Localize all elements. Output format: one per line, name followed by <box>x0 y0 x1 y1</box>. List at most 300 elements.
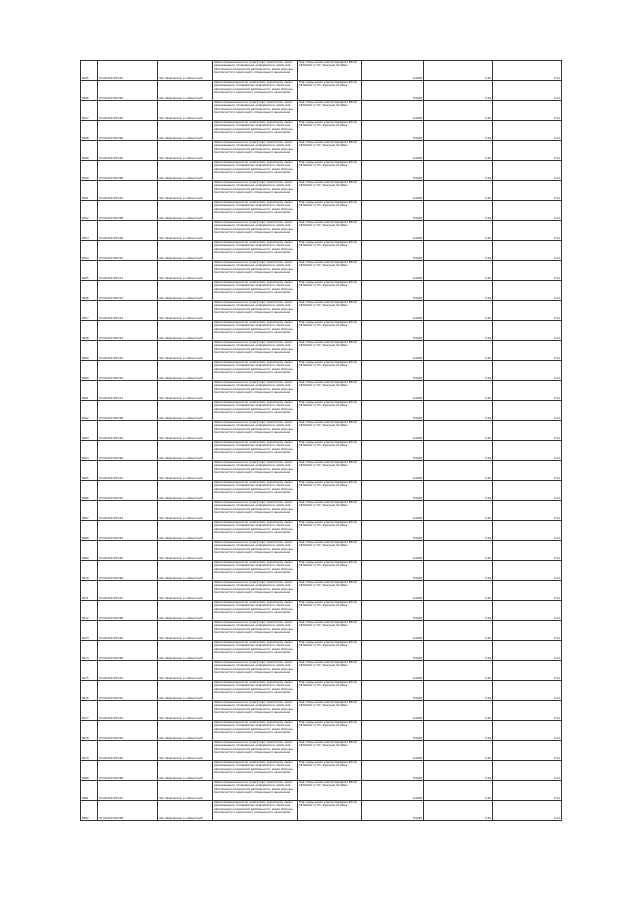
land-category-cell: Земли промышленности, энергетики, транспорта, связи, радиовещания, телевидения, информатики, земли для обеспечения космической деятельности, земли обороны, безопасности и земли иного специального назначения <box>213 441 298 461</box>
share-cell: 0,10 <box>424 561 493 581</box>
address-cell: обл. Ивановская, р-н Вичугский <box>158 761 213 781</box>
area-cell: 0,0004 <box>362 521 424 541</box>
cadastral-number-cell: 37:02:010729:505 <box>98 141 158 161</box>
land-category-cell: Земли промышленности, энергетики, транспорта, связи, радиовещания, телевидения, информатики, земли для обеспечения космической деятельности, земли обороны, безопасности и земли иного специального назначения <box>213 741 298 761</box>
share-cell: 0,10 <box>424 221 493 241</box>
cadastral-number-cell: 37:02:010729:512 <box>98 281 158 301</box>
area-cell: 0,0004 <box>362 761 424 781</box>
cadastral-number-cell: 37:02:010729:520 <box>98 441 158 461</box>
table-row <box>81 381 562 401</box>
permitted-use-cell: Под опоры линии электропередачи ВЛ-10 кВ №1002 от ПС "Красный Октябрь" <box>298 401 362 421</box>
land-category-cell: Земли промышленности, энергетики, транспорта, связи, радиовещания, телевидения, информатики, земли для обеспечения космической деятельности, земли обороны, безопасности и земли иного специального назначения <box>213 361 298 381</box>
row-number-cell: 6053 <box>81 221 98 241</box>
land-category-cell: Земли промышленности, энергетики, транспорта, связи, радиовещания, телевидения, информатики, земли для обеспечения космической деятельности, земли обороны, безопасности и земли иного специального назначения <box>213 601 298 621</box>
cadastral-number-cell: 37:02:010729:515 <box>98 341 158 361</box>
address-cell: обл. Ивановская, р-н Вичугский <box>158 641 213 661</box>
address-cell: обл. Ивановская, р-н Вичугский <box>158 441 213 461</box>
table-row <box>81 681 562 701</box>
permitted-use-cell: Под опоры линии электропередачи ВЛ-10 кВ №1002 от ПС "Красный Октябрь" <box>298 681 362 701</box>
share-cell: 0,10 <box>424 201 493 221</box>
land-category-cell: Земли промышленности, энергетики, транспорта, связи, радиовещания, телевидения, информатики, земли для обеспечения космической деятельности, земли обороны, безопасности и земли иного специального назначения <box>213 221 298 241</box>
share-cell: 0,10 <box>424 141 493 161</box>
permitted-use-cell: Под опоры линии электропередачи ВЛ-10 кВ №1002 от ПС "Красный Октябрь" <box>298 621 362 641</box>
row-number-cell: 6051 <box>81 181 98 201</box>
value-cell: 0,11 <box>493 101 562 121</box>
table-row <box>81 161 562 181</box>
table-row <box>81 761 562 781</box>
value-cell: 0,11 <box>493 321 562 341</box>
row-number-cell: 6050 <box>81 161 98 181</box>
land-category-cell: Земли промышленности, энергетики, транспорта, связи, радиовещания, телевидения, информатики, земли для обеспечения космической деятельности, земли обороны, безопасности и земли иного специального назначения <box>213 781 298 801</box>
area-cell: 0,0004 <box>362 421 424 441</box>
address-cell: обл. Ивановская, р-н Вичугский <box>158 301 213 321</box>
value-cell: 0,11 <box>493 61 562 81</box>
permitted-use-cell: Под опоры линии электропередачи ВЛ-10 кВ №1002 от ПС "Красный Октябрь" <box>298 581 362 601</box>
area-cell: 0,0004 <box>362 581 424 601</box>
cadastral-number-cell: 37:02:010729:525 <box>98 541 158 561</box>
cadastral-number-cell: 37:02:010729:517 <box>98 381 158 401</box>
value-cell: 0,11 <box>493 561 562 581</box>
value-cell: 0,11 <box>493 161 562 181</box>
row-number-cell: 6069 <box>81 541 98 561</box>
share-cell: 0,10 <box>424 101 493 121</box>
value-cell: 0,11 <box>493 81 562 101</box>
table-row <box>81 521 562 541</box>
value-cell: 0,11 <box>493 601 562 621</box>
cadastral-number-cell: 37:02:010729:536 <box>98 761 158 781</box>
share-cell: 0,10 <box>424 81 493 101</box>
address-cell: обл. Ивановская, р-н Вичугский <box>158 281 213 301</box>
share-cell: 0,10 <box>424 421 493 441</box>
share-cell: 0,10 <box>424 761 493 781</box>
value-cell: 0,11 <box>493 201 562 221</box>
value-cell: 0,11 <box>493 261 562 281</box>
area-cell: 0,0004 <box>362 641 424 661</box>
land-category-cell: Земли промышленности, энергетики, транспорта, связи, радиовещания, телевидения, информатики, земли для обеспечения космической деятельности, земли обороны, безопасности и земли иного специального назначения <box>213 461 298 481</box>
permitted-use-cell: Под опоры линии электропередачи ВЛ-10 кВ №1002 от ПС "Красный Октябрь" <box>298 261 362 281</box>
cadastral-number-cell: 37:02:010729:503 <box>98 101 158 121</box>
row-number-cell: 6046 <box>81 81 98 101</box>
table-row <box>81 181 562 201</box>
permitted-use-cell: Под опоры линии электропередачи ВЛ-10 кВ №1002 от ПС "Красный Октябрь" <box>298 221 362 241</box>
area-cell: 0,0004 <box>362 241 424 261</box>
table-row <box>81 221 562 241</box>
value-cell: 0,11 <box>493 461 562 481</box>
address-cell: обл. Ивановская, р-н Вичугский <box>158 621 213 641</box>
cadastral-number-cell: 37:02:010729:501 <box>98 61 158 81</box>
table-row <box>81 661 562 681</box>
land-category-cell: Земли промышленности, энергетики, транспорта, связи, радиовещания, телевидения, информатики, земли для обеспечения космической деятельности, земли обороны, безопасности и земли иного специального назначения <box>213 521 298 541</box>
land-category-cell: Земли промышленности, энергетики, транспорта, связи, радиовещания, телевидения, информатики, земли для обеспечения космической деятельности, земли обороны, безопасности и земли иного специального назначения <box>213 681 298 701</box>
table-row <box>81 721 562 741</box>
value-cell: 0,11 <box>493 541 562 561</box>
address-cell: обл. Ивановская, р-н Вичугский <box>158 201 213 221</box>
share-cell: 0,10 <box>424 441 493 461</box>
address-cell: обл. Ивановская, р-н Вичугский <box>158 321 213 341</box>
row-number-cell: 6081 <box>81 781 98 801</box>
area-cell: 0,0004 <box>362 301 424 321</box>
permitted-use-cell: Под опоры линии электропередачи ВЛ-10 кВ №1002 от ПС "Красный Октябрь" <box>298 361 362 381</box>
address-cell: обл. Ивановская, р-н Вичугский <box>158 781 213 801</box>
land-category-cell: Земли промышленности, энергетики, транспорта, связи, радиовещания, телевидения, информатики, земли для обеспечения космической деятельности, земли обороны, безопасности и земли иного специального назначения <box>213 581 298 601</box>
area-cell: 0,0004 <box>362 201 424 221</box>
land-category-cell: Земли промышленности, энергетики, транспорта, связи, радиовещания, телевидения, информатики, земли для обеспечения космической деятельности, земли обороны, безопасности и земли иного специального назначения <box>213 561 298 581</box>
cadastral-number-cell: 37:02:010729:523 <box>98 501 158 521</box>
land-category-cell: Земли промышленности, энергетики, транспорта, связи, радиовещания, телевидения, информатики, земли для обеспечения космической деятельности, земли обороны, безопасности и земли иного специального назначения <box>213 701 298 721</box>
address-cell: обл. Ивановская, р-н Вичугский <box>158 601 213 621</box>
address-cell: обл. Ивановская, р-н Вичугский <box>158 741 213 761</box>
permitted-use-cell: Под опоры линии электропередачи ВЛ-10 кВ №1002 от ПС "Красный Октябрь" <box>298 741 362 761</box>
cadastral-number-cell: 37:02:010729:521 <box>98 461 158 481</box>
row-number-cell: 6063 <box>81 421 98 441</box>
address-cell: обл. Ивановская, р-н Вичугский <box>158 521 213 541</box>
permitted-use-cell: Под опоры линии электропередачи ВЛ-10 кВ №1002 от ПС "Красный Октябрь" <box>298 461 362 481</box>
permitted-use-cell: Под опоры линии электропередачи ВЛ-10 кВ №1002 от ПС "Красный Октябрь" <box>298 321 362 341</box>
address-cell: обл. Ивановская, р-н Вичугский <box>158 381 213 401</box>
value-cell: 0,11 <box>493 801 562 821</box>
address-cell: обл. Ивановская, р-н Вичугский <box>158 581 213 601</box>
cadastral-number-cell: 37:02:010729:506 <box>98 161 158 181</box>
row-number-cell: 6082 <box>81 801 98 821</box>
table-row <box>81 321 562 341</box>
cadastral-number-cell: 37:02:010729:527 <box>98 581 158 601</box>
share-cell: 0,10 <box>424 261 493 281</box>
permitted-use-cell: Под опоры линии электропередачи ВЛ-10 кВ №1002 от ПС "Красный Октябрь" <box>298 241 362 261</box>
address-cell: обл. Ивановская, р-н Вичугский <box>158 221 213 241</box>
address-cell: обл. Ивановская, р-н Вичугский <box>158 121 213 141</box>
row-number-cell: 6071 <box>81 581 98 601</box>
cadastral-number-cell: 37:02:010729:532 <box>98 681 158 701</box>
address-cell: обл. Ивановская, р-н Вичугский <box>158 401 213 421</box>
address-cell: обл. Ивановская, р-н Вичугский <box>158 261 213 281</box>
area-cell: 0,0004 <box>362 281 424 301</box>
value-cell: 0,11 <box>493 501 562 521</box>
share-cell: 0,10 <box>424 301 493 321</box>
share-cell: 0,10 <box>424 601 493 621</box>
row-number-cell: 6068 <box>81 521 98 541</box>
permitted-use-cell: Под опоры линии электропередачи ВЛ-10 кВ №1002 от ПС "Красный Октябрь" <box>298 61 362 81</box>
area-cell: 0,0004 <box>362 541 424 561</box>
area-cell: 0,0004 <box>362 261 424 281</box>
cadastral-number-cell: 37:02:010729:526 <box>98 561 158 581</box>
address-cell: обл. Ивановская, р-н Вичугский <box>158 561 213 581</box>
permitted-use-cell: Под опоры линии электропередачи ВЛ-10 кВ №1002 от ПС "Красный Октябрь" <box>298 701 362 721</box>
row-number-cell: 6066 <box>81 481 98 501</box>
row-number-cell: 6052 <box>81 201 98 221</box>
row-number-cell: 6065 <box>81 461 98 481</box>
value-cell: 0,11 <box>493 681 562 701</box>
value-cell: 0,11 <box>493 721 562 741</box>
cadastral-number-cell: 37:02:010729:516 <box>98 361 158 381</box>
land-parcels-table <box>80 60 562 821</box>
table-row <box>81 361 562 381</box>
table-row <box>81 581 562 601</box>
table-row <box>81 261 562 281</box>
row-number-cell: 6061 <box>81 381 98 401</box>
permitted-use-cell: Под опоры линии электропередачи ВЛ-10 кВ №1002 от ПС "Красный Октябрь" <box>298 761 362 781</box>
land-category-cell: Земли промышленности, энергетики, транспорта, связи, радиовещания, телевидения, информатики, земли для обеспечения космической деятельности, земли обороны, безопасности и земли иного специального назначения <box>213 761 298 781</box>
permitted-use-cell: Под опоры линии электропередачи ВЛ-10 кВ №1002 от ПС "Красный Октябрь" <box>298 721 362 741</box>
address-cell: обл. Ивановская, р-н Вичугский <box>158 241 213 261</box>
address-cell: обл. Ивановская, р-н Вичугский <box>158 421 213 441</box>
value-cell: 0,11 <box>493 401 562 421</box>
cadastral-number-cell: 37:02:010729:538 <box>98 801 158 821</box>
land-category-cell: Земли промышленности, энергетики, транспорта, связи, радиовещания, телевидения, информатики, земли для обеспечения космической деятельности, земли обороны, безопасности и земли иного специального назначения <box>213 721 298 741</box>
permitted-use-cell: Под опоры линии электропередачи ВЛ-10 кВ №1002 от ПС "Красный Октябрь" <box>298 301 362 321</box>
share-cell: 0,10 <box>424 321 493 341</box>
address-cell: обл. Ивановская, р-н Вичугский <box>158 181 213 201</box>
share-cell: 0,10 <box>424 501 493 521</box>
row-number-cell: 6079 <box>81 741 98 761</box>
area-cell: 0,0004 <box>362 561 424 581</box>
permitted-use-cell: Под опоры линии электропередачи ВЛ-10 кВ №1002 от ПС "Красный Октябрь" <box>298 421 362 441</box>
value-cell: 0,11 <box>493 241 562 261</box>
address-cell: обл. Ивановская, р-н Вичугский <box>158 81 213 101</box>
address-cell: обл. Ивановская, р-н Вичугский <box>158 661 213 681</box>
cadastral-number-cell: 37:02:010729:502 <box>98 81 158 101</box>
row-number-cell: 6067 <box>81 501 98 521</box>
row-number-cell: 6073 <box>81 621 98 641</box>
land-category-cell: Земли промышленности, энергетики, транспорта, связи, радиовещания, телевидения, информатики, земли для обеспечения космической деятельности, земли обороны, безопасности и земли иного специального назначения <box>213 481 298 501</box>
table-row <box>81 561 562 581</box>
row-number-cell: 6058 <box>81 321 98 341</box>
share-cell: 0,10 <box>424 341 493 361</box>
share-cell: 0,10 <box>424 701 493 721</box>
table-row <box>81 801 562 821</box>
cadastral-number-cell: 37:02:010729:533 <box>98 701 158 721</box>
land-category-cell: Земли промышленности, энергетики, транспорта, связи, радиовещания, телевидения, информатики, земли для обеспечения космической деятельности, земли обороны, безопасности и земли иного специального назначения <box>213 81 298 101</box>
table-row <box>81 141 562 161</box>
value-cell: 0,11 <box>493 221 562 241</box>
area-cell: 0,0004 <box>362 481 424 501</box>
table-row <box>81 341 562 361</box>
land-category-cell: Земли промышленности, энергетики, транспорта, связи, радиовещания, телевидения, информатики, земли для обеспечения космической деятельности, земли обороны, безопасности и земли иного специального назначения <box>213 801 298 821</box>
row-number-cell: 6056 <box>81 281 98 301</box>
value-cell: 0,11 <box>493 781 562 801</box>
land-category-cell: Земли промышленности, энергетики, транспорта, связи, радиовещания, телевидения, информатики, земли для обеспечения космической деятельности, земли обороны, безопасности и земли иного специального назначения <box>213 541 298 561</box>
permitted-use-cell: Под опоры линии электропередачи ВЛ-10 кВ №1002 от ПС "Красный Октябрь" <box>298 501 362 521</box>
permitted-use-cell: Под опоры линии электропередачи ВЛ-10 кВ №1002 от ПС "Красный Октябрь" <box>298 661 362 681</box>
cadastral-number-cell: 37:02:010729:530 <box>98 641 158 661</box>
permitted-use-cell: Под опоры линии электропередачи ВЛ-10 кВ №1002 от ПС "Красный Октябрь" <box>298 641 362 661</box>
row-number-cell: 6055 <box>81 261 98 281</box>
land-category-cell: Земли промышленности, энергетики, транспорта, связи, радиовещания, телевидения, информатики, земли для обеспечения космической деятельности, земли обороны, безопасности и земли иного специального назначения <box>213 341 298 361</box>
table-row <box>81 601 562 621</box>
permitted-use-cell: Под опоры линии электропередачи ВЛ-10 кВ №1002 от ПС "Красный Октябрь" <box>298 441 362 461</box>
address-cell: обл. Ивановская, р-н Вичугский <box>158 481 213 501</box>
table-row <box>81 201 562 221</box>
address-cell: обл. Ивановская, р-н Вичугский <box>158 541 213 561</box>
row-number-cell: 6074 <box>81 641 98 661</box>
share-cell: 0,10 <box>424 621 493 641</box>
permitted-use-cell: Под опоры линии электропередачи ВЛ-10 кВ №1002 от ПС "Красный Октябрь" <box>298 181 362 201</box>
address-cell: обл. Ивановская, р-н Вичугский <box>158 101 213 121</box>
table-row <box>81 481 562 501</box>
table-row <box>81 301 562 321</box>
area-cell: 0,0004 <box>362 741 424 761</box>
cadastral-number-cell: 37:02:010729:513 <box>98 301 158 321</box>
permitted-use-cell: Под опоры линии электропередачи ВЛ-10 кВ №1002 от ПС "Красный Октябрь" <box>298 201 362 221</box>
row-number-cell: 6080 <box>81 761 98 781</box>
share-cell: 0,10 <box>424 801 493 821</box>
table-row <box>81 281 562 301</box>
value-cell: 0,11 <box>493 521 562 541</box>
row-number-cell: 6078 <box>81 721 98 741</box>
cadastral-number-cell: 37:02:010729:510 <box>98 241 158 261</box>
table-row <box>81 741 562 761</box>
permitted-use-cell: Под опоры линии электропередачи ВЛ-10 кВ №1002 от ПС "Красный Октябрь" <box>298 481 362 501</box>
share-cell: 0,10 <box>424 641 493 661</box>
share-cell: 0,10 <box>424 121 493 141</box>
area-cell: 0,0004 <box>362 501 424 521</box>
permitted-use-cell: Под опоры линии электропередачи ВЛ-10 кВ №1002 от ПС "Красный Октябрь" <box>298 381 362 401</box>
row-number-cell: 6059 <box>81 341 98 361</box>
permitted-use-cell: Под опоры линии электропередачи ВЛ-10 кВ №1002 от ПС "Красный Октябрь" <box>298 121 362 141</box>
row-number-cell: 6049 <box>81 141 98 161</box>
land-category-cell: Земли промышленности, энергетики, транспорта, связи, радиовещания, телевидения, информатики, земли для обеспечения космической деятельности, земли обороны, безопасности и земли иного специального назначения <box>213 501 298 521</box>
area-cell: 0,0004 <box>362 441 424 461</box>
table-row <box>81 241 562 261</box>
value-cell: 0,11 <box>493 761 562 781</box>
share-cell: 0,10 <box>424 461 493 481</box>
share-cell: 0,10 <box>424 741 493 761</box>
area-cell: 0,0004 <box>362 801 424 821</box>
table-row <box>81 421 562 441</box>
cadastral-number-cell: 37:02:010729:507 <box>98 181 158 201</box>
row-number-cell: 6062 <box>81 401 98 421</box>
address-cell: обл. Ивановская, р-н Вичугский <box>158 701 213 721</box>
area-cell: 0,0004 <box>362 161 424 181</box>
land-category-cell: Земли промышленности, энергетики, транспорта, связи, радиовещания, телевидения, информатики, земли для обеспечения космической деятельности, земли обороны, безопасности и земли иного специального назначения <box>213 301 298 321</box>
value-cell: 0,11 <box>493 141 562 161</box>
value-cell: 0,11 <box>493 281 562 301</box>
area-cell: 0,0004 <box>362 381 424 401</box>
area-cell: 0,0004 <box>362 181 424 201</box>
table-row <box>81 641 562 661</box>
land-category-cell: Земли промышленности, энергетики, транспорта, связи, радиовещания, телевидения, информатики, земли для обеспечения космической деятельности, земли обороны, безопасности и земли иного специального назначения <box>213 641 298 661</box>
land-category-cell: Земли промышленности, энергетики, транспорта, связи, радиовещания, телевидения, информатики, земли для обеспечения космической деятельности, земли обороны, безопасности и земли иного специального назначения <box>213 421 298 441</box>
value-cell: 0,11 <box>493 421 562 441</box>
permitted-use-cell: Под опоры линии электропередачи ВЛ-10 кВ №1002 от ПС "Красный Октябрь" <box>298 601 362 621</box>
cadastral-number-cell: 37:02:010729:528 <box>98 601 158 621</box>
land-category-cell: Земли промышленности, энергетики, транспорта, связи, радиовещания, телевидения, информатики, земли для обеспечения космической деятельности, земли обороны, безопасности и земли иного специального назначения <box>213 141 298 161</box>
cadastral-number-cell: 37:02:010729:534 <box>98 721 158 741</box>
table-row <box>81 81 562 101</box>
cadastral-number-cell: 37:02:010729:518 <box>98 401 158 421</box>
row-number-cell: 6064 <box>81 441 98 461</box>
area-cell: 0,0004 <box>362 321 424 341</box>
table-row <box>81 621 562 641</box>
area-cell: 0,0004 <box>362 701 424 721</box>
share-cell: 0,10 <box>424 721 493 741</box>
value-cell: 0,11 <box>493 341 562 361</box>
table-row <box>81 501 562 521</box>
value-cell: 0,11 <box>493 361 562 381</box>
share-cell: 0,10 <box>424 381 493 401</box>
cadastral-number-cell: 37:02:010729:522 <box>98 481 158 501</box>
share-cell: 0,10 <box>424 241 493 261</box>
row-number-cell: 6048 <box>81 121 98 141</box>
value-cell: 0,11 <box>493 581 562 601</box>
row-number-cell: 6076 <box>81 681 98 701</box>
value-cell: 0,11 <box>493 441 562 461</box>
value-cell: 0,11 <box>493 481 562 501</box>
area-cell: 0,0004 <box>362 61 424 81</box>
cadastral-number-cell: 37:02:010729:508 <box>98 201 158 221</box>
cadastral-number-cell: 37:02:010729:511 <box>98 261 158 281</box>
area-cell: 0,0004 <box>362 361 424 381</box>
permitted-use-cell: Под опоры линии электропередачи ВЛ-10 кВ №1002 от ПС "Красный Октябрь" <box>298 161 362 181</box>
share-cell: 0,10 <box>424 661 493 681</box>
area-cell: 0,0004 <box>362 401 424 421</box>
address-cell: обл. Ивановская, р-н Вичугский <box>158 501 213 521</box>
land-category-cell: Земли промышленности, энергетики, транспорта, связи, радиовещания, телевидения, информатики, земли для обеспечения космической деятельности, земли обороны, безопасности и земли иного специального назначения <box>213 101 298 121</box>
land-category-cell: Земли промышленности, энергетики, транспорта, связи, радиовещания, телевидения, информатики, земли для обеспечения космической деятельности, земли обороны, безопасности и земли иного специального назначения <box>213 401 298 421</box>
cadastral-number-cell: 37:02:010729:529 <box>98 621 158 641</box>
share-cell: 0,10 <box>424 481 493 501</box>
row-number-cell: 6054 <box>81 241 98 261</box>
cadastral-number-cell: 37:02:010729:519 <box>98 421 158 441</box>
table-row <box>81 61 562 81</box>
share-cell: 0,10 <box>424 541 493 561</box>
table-row <box>81 781 562 801</box>
table-row <box>81 101 562 121</box>
area-cell: 0,0004 <box>362 681 424 701</box>
address-cell: обл. Ивановская, р-н Вичугский <box>158 721 213 741</box>
table-row <box>81 401 562 421</box>
area-cell: 0,0004 <box>362 601 424 621</box>
address-cell: обл. Ивановская, р-н Вичугский <box>158 61 213 81</box>
table-row <box>81 441 562 461</box>
permitted-use-cell: Под опоры линии электропередачи ВЛ-10 кВ №1002 от ПС "Красный Октябрь" <box>298 801 362 821</box>
cadastral-number-cell: 37:02:010729:514 <box>98 321 158 341</box>
permitted-use-cell: Под опоры линии электропередачи ВЛ-10 кВ №1002 от ПС "Красный Октябрь" <box>298 281 362 301</box>
land-category-cell: Земли промышленности, энергетики, транспорта, связи, радиовещания, телевидения, информатики, земли для обеспечения космической деятельности, земли обороны, безопасности и земли иного специального назначения <box>213 381 298 401</box>
value-cell: 0,11 <box>493 621 562 641</box>
row-number-cell: 6045 <box>81 61 98 81</box>
permitted-use-cell: Под опоры линии электропередачи ВЛ-10 кВ №1002 от ПС "Красный Октябрь" <box>298 141 362 161</box>
area-cell: 0,0004 <box>362 721 424 741</box>
area-cell: 0,0004 <box>362 621 424 641</box>
area-cell: 0,0004 <box>362 141 424 161</box>
address-cell: обл. Ивановская, р-н Вичугский <box>158 141 213 161</box>
table-row <box>81 121 562 141</box>
area-cell: 0,0004 <box>362 81 424 101</box>
address-cell: обл. Ивановская, р-н Вичугский <box>158 341 213 361</box>
land-category-cell: Земли промышленности, энергетики, транспорта, связи, радиовещания, телевидения, информатики, земли для обеспечения космической деятельности, земли обороны, безопасности и земли иного специального назначения <box>213 161 298 181</box>
area-cell: 0,0004 <box>362 461 424 481</box>
table-row <box>81 541 562 561</box>
permitted-use-cell: Под опоры линии электропередачи ВЛ-10 кВ №1002 от ПС "Красный Октябрь" <box>298 521 362 541</box>
area-cell: 0,0004 <box>362 781 424 801</box>
permitted-use-cell: Под опоры линии электропередачи ВЛ-10 кВ №1002 от ПС "Красный Октябрь" <box>298 781 362 801</box>
value-cell: 0,11 <box>493 741 562 761</box>
area-cell: 0,0004 <box>362 101 424 121</box>
land-category-cell: Земли промышленности, энергетики, транспорта, связи, радиовещания, телевидения, информатики, земли для обеспечения космической деятельности, земли обороны, безопасности и земли иного специального назначения <box>213 621 298 641</box>
table-row <box>81 701 562 721</box>
row-number-cell: 6047 <box>81 101 98 121</box>
area-cell: 0,0004 <box>362 121 424 141</box>
value-cell: 0,11 <box>493 121 562 141</box>
row-number-cell: 6075 <box>81 661 98 681</box>
share-cell: 0,10 <box>424 521 493 541</box>
share-cell: 0,10 <box>424 361 493 381</box>
table-row <box>81 461 562 481</box>
value-cell: 0,11 <box>493 301 562 321</box>
permitted-use-cell: Под опоры линии электропередачи ВЛ-10 кВ №1002 от ПС "Красный Октябрь" <box>298 101 362 121</box>
land-category-cell: Земли промышленности, энергетики, транспорта, связи, радиовещания, телевидения, информатики, земли для обеспечения космической деятельности, земли обороны, безопасности и земли иного специального назначения <box>213 281 298 301</box>
address-cell: обл. Ивановская, р-н Вичугский <box>158 681 213 701</box>
